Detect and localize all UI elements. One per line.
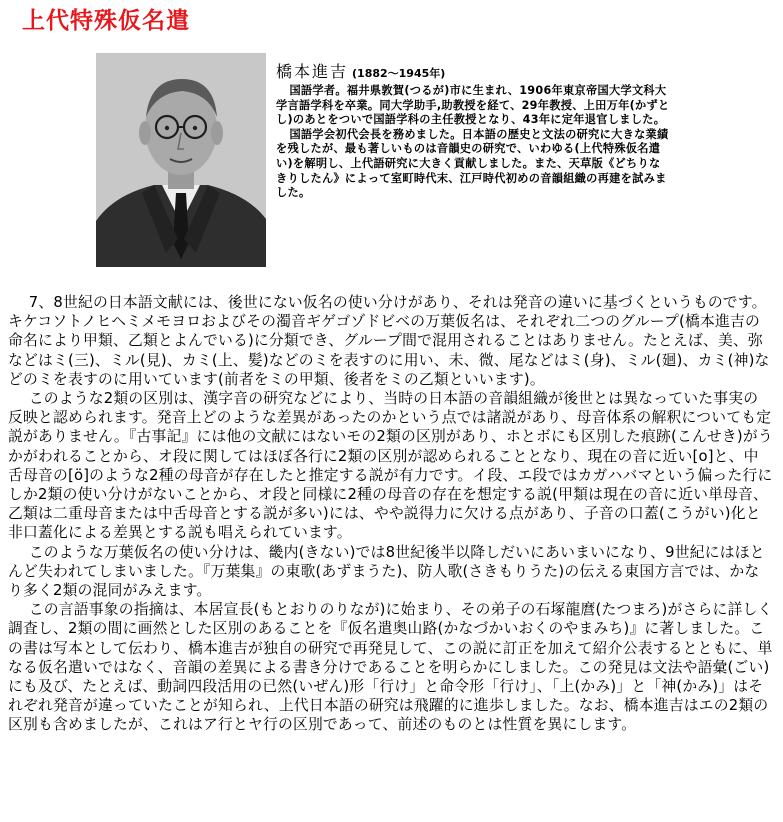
biography (276, 62, 671, 201)
body-paragraph: このような万葉仮名の使い分けは、畿内(きない)では8世紀後半以降しだいにあいまいになり、9世紀にはほとんど失われてしまいました。『万葉集』の東歌(あずまうた)、防人歌(さきもりうた)の伝える東国方言では、かなり多く2類の混同がみえます。 (8, 543, 765, 600)
bio-paragraph: 国語学者。福井県敦賀(つるが)市に生まれ、1906年東京帝国大学文科大学言語学科を卒業。同大学助手,助教授を経て、29年教授、上田万年(かずとし)のあとをついで国語学科の主任教授となり、43年に定年退官しました。 (276, 84, 670, 127)
body-paragraph: このような2類の区別は、漢字音の研究などにより、当時の日本語の音韻組織が後世とは異なっていた事実の反映と認められます。発音上どのような差異があったのかという点では諸説があり、母音体系の解釈についても定説がありません。『古事記』には他の文献にはないモの2類の区別があり、ホとボにも区別した痕跡(こんせき)がうかがわれることから、オ段に関してはほぼ各行に2類の区別が認められることとなり、現在の音に近い[o]と、中舌母音の[ö]のような2種の母音が存在したと推定する説が有力です。イ段、エ段ではカガハバマという偏った行にしか2類の使い分けがないことから、オ段と同様に2種の母音の存在を想定する説(甲類は現在の音に近い単母音、乙類は二重母音または中舌母音とする説が多い)には、やや説得力に欠ける点があり、子音の口蓋(こうがい)化と非口蓋化による差異とする説も唱えられています。 (8, 390, 773, 542)
page-title: 上代特殊仮名遣 (22, 8, 190, 34)
body-paragraph: 7、8世紀の日本語文献には、後世にない仮名の使い分けがあり、それは発音の違いに基づくというものです。キケコソトノヒヘミメモヨロおよびその濁音ギゲゴゾドビベの万葉仮名は、それぞれ二つのグループ(橋本進吉の命名により甲類、乙類とよんでいる)に分類でき、グループ間で混用されることはありません。たとえば、美、弥などはミ(三)、ミル(見)、カミ(上、髪)などのミを表すのに用い、未、微、尾などはミ(身)、ミル(廻)、カミ(神)などのミを表すのに用いています(前者をミの甲類、後者をミの乙類といいます)。 (8, 294, 770, 388)
bio-paragraph: 国語学会初代会長を務めました。日本語の歴史と文法の研究に大きな業績を残したが、最も著しいものは音韻史の研究で、いわゆる(上代特殊仮名遣い)を解明し、上代語研究に大きく貢献しました。また、天草版《どちりなきりしたん》によって室町時代末、江戸時代初めの音韻組織の再建を試みました。 (276, 127, 669, 200)
bio-years: (1882～1945年) (352, 67, 446, 80)
bio-heading (276, 62, 671, 84)
article-body (8, 293, 773, 735)
body-paragraph: この言語事象の指摘は、本居宣長(もとおりのりなが)に始まり、その弟子の石塚龍麿(たつまろ)がさらに詳しく調査し、2類の間に画然とした区別のあることを『仮名遣奥山路(かなづかいおくのやまみち)』に著しました。この書は写本として伝わり、橋本進吉が独自の研究で再発見して、この説に訂正を加えて紹介公表するとともに、単なる仮名遣いではなく、音韻の差異による書き分けであることを明らかにしました。この発見は文法や語彙(ごい)にも及び、たとえば、動詞四段活用の已然(いぜん)形「行け」と命令形「行け」、「上(かみ)」と「神(かみ)」はそれぞれ発音が違っていたことが知られ、上代日本語の研究は飛躍的に進歩しました。なお、橋本進吉はエの2類の区別も含めましたが、これはア行とヤ行の区別であって、前述のものとは性質を異にします。 (8, 601, 773, 734)
portrait-photo (96, 53, 266, 267)
bio-name: 橋本進吉 (276, 62, 349, 81)
